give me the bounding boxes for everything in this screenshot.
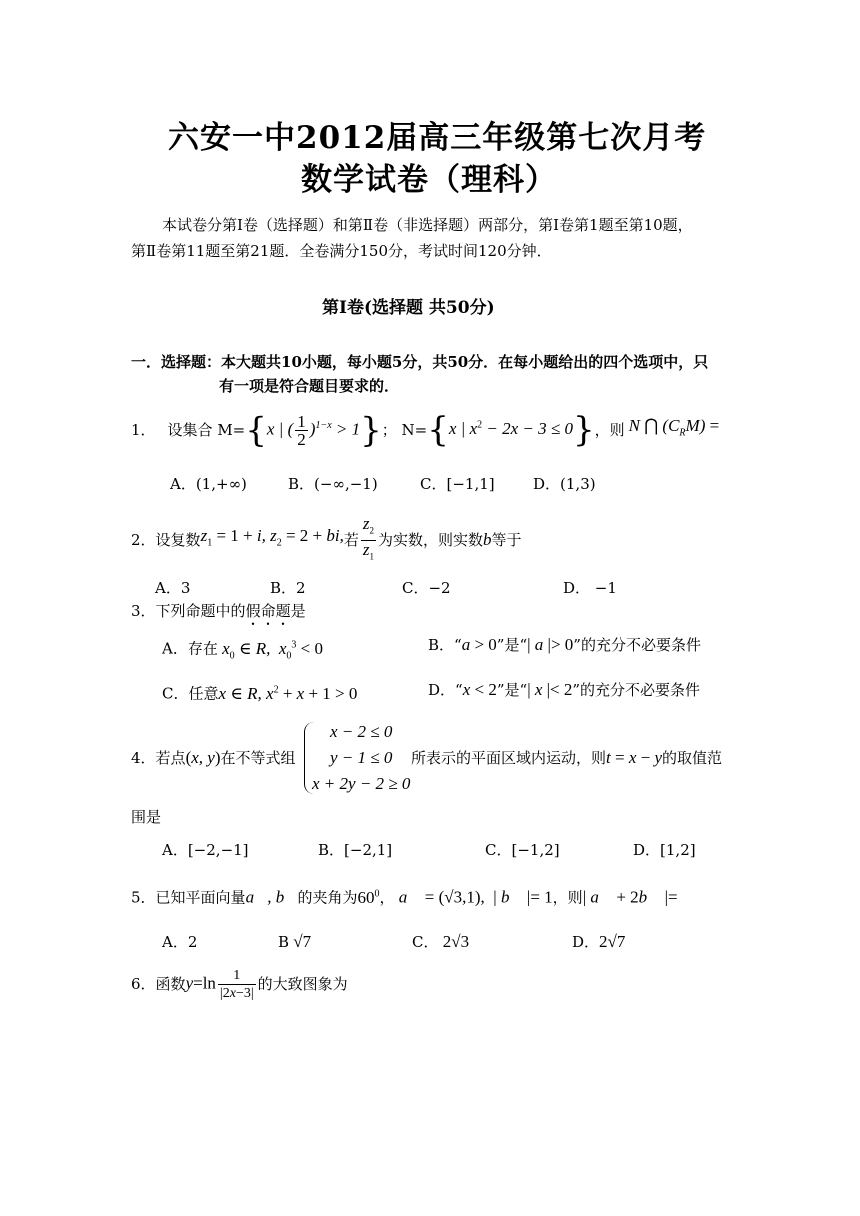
question-4: 4．若点(x, y)在不等式组	[131, 748, 296, 767]
q1-option-c: C．[−1,1]	[420, 475, 495, 493]
var-b: b	[483, 530, 492, 549]
q1-option-b: B．(−∞,−1)	[288, 475, 378, 493]
question-4-cont: 所表示的平面区域内运动，则t = x − y的取值范	[411, 748, 723, 767]
q1-option-a: A．(1,+∞)	[170, 475, 247, 493]
q5-option-c: C． 2√3	[412, 932, 470, 951]
section-instruction-2: 有一项是符合题目要求的．	[219, 377, 400, 395]
q3-option-c: C．任意x ∈ R, $x^2 + x + 1 > 0$	[162, 683, 358, 703]
q1-option-d: D．(1,3)	[533, 475, 596, 493]
question-2: 2． 设复数 $z_1 = 1 + i$, $z_2 = 2$ + bi, 若 $\frac{z_2}{z_1}$ 为实数，则实数 b 等于	[131, 518, 522, 562]
q4-option-c: C．[−1,2]	[485, 841, 560, 859]
question-number: 3．	[131, 602, 156, 620]
question-number: 4．	[131, 749, 156, 767]
q3-option-a: A．存在 $x_0$ ∈ R, $x_0^3 < 0$	[162, 638, 324, 662]
q2-option-b: B．2	[270, 579, 306, 597]
q2-option-a: A．3	[155, 579, 191, 597]
inequality-1: x − 2 ≤ 0	[330, 722, 393, 741]
question-6: 6． 函数 y=ln $\frac{1}{|2x-3|}$ 的大致图象为	[131, 967, 348, 1001]
question-4-tail: 围是	[131, 808, 162, 826]
q3-option-d: D．“x < 2”是“| x |< 2”的充分不必要条件	[428, 680, 701, 699]
complex-ratio: $\frac{z_2}{z_1}$	[362, 514, 375, 561]
q5-option-b: B √7	[278, 932, 312, 951]
exam-title: 六安一中2012届高三年级第七次月考	[168, 120, 707, 156]
function-expression: y=ln $\frac{1}{|2x-3|}$	[185, 967, 254, 1001]
inequality-3: x + 2y − 2 ≥ 0	[312, 774, 411, 793]
q3-option-b: B．“a > 0”是“| a |> 0”的充分不必要条件	[428, 635, 701, 654]
set-expression: N ⋂ $(C_RM)$ =	[628, 416, 720, 439]
section-instruction-1: 一．选择题：本大题共10小题，每小题5分，共50分．在每小题给出的四个选项中，只	[131, 353, 709, 371]
question-number: 2．	[131, 531, 156, 549]
q5-option-d: D．2√7	[572, 932, 626, 951]
q5-option-a: A．2	[162, 933, 198, 951]
question-3: 3．下列命题中的假命题是	[131, 602, 306, 620]
question-1: 1． 设集合 M= {x | ( $\frac{1}{2}$ )$^{1-x}$ > 1} ； N= {x | $x^2 - 2x - 3 \le 0$} ，则 N ⋂ $(C_RM)$ =	[131, 410, 720, 450]
complex-defs: $z_1 = 1 + i$, $z_2 = 2$ + bi,	[200, 526, 344, 549]
question-5: 5．已知平面向量a⃗, b⃗的夹角为$60^0$， a⃗ = (√3,1), | b⃗ |= 1，则| a⃗ + 2b⃗ |=	[131, 887, 678, 907]
q4-option-a: A．[−2,−1]	[162, 841, 249, 859]
q4-option-d: D．[1,2]	[633, 841, 696, 859]
intro-line-2: 第Ⅱ卷第11题至第21题．全卷满分150分，考试时间120分钟．	[131, 242, 552, 260]
intro-line-1: 本试卷分第Ⅰ卷（选择题）和第Ⅱ卷（非选择题）两部分，第Ⅰ卷第1题至第10题，	[162, 216, 693, 234]
section-heading: 第Ⅰ卷(选择题 共50分)	[322, 298, 495, 318]
q2-option-c: C．−2	[402, 579, 451, 597]
set-N: {x | $x^2 - 2x - 3 \le 0$}	[427, 410, 595, 450]
question-number: 6．	[131, 975, 156, 993]
emphasis-false-proposition: 假命题	[245, 602, 291, 620]
inequality-2: y − 1 ≤ 0	[330, 748, 393, 767]
q2-option-d: D． −1	[563, 579, 617, 597]
exam-subtitle: 数学试卷（理科）	[301, 162, 557, 198]
question-number: 1．	[131, 421, 156, 439]
q4-option-b: B．[−2,1]	[318, 841, 393, 859]
question-number: 5．	[131, 888, 156, 907]
set-M: {x | ( $\frac{1}{2}$ )$^{1-x}$ > 1}	[245, 410, 382, 450]
